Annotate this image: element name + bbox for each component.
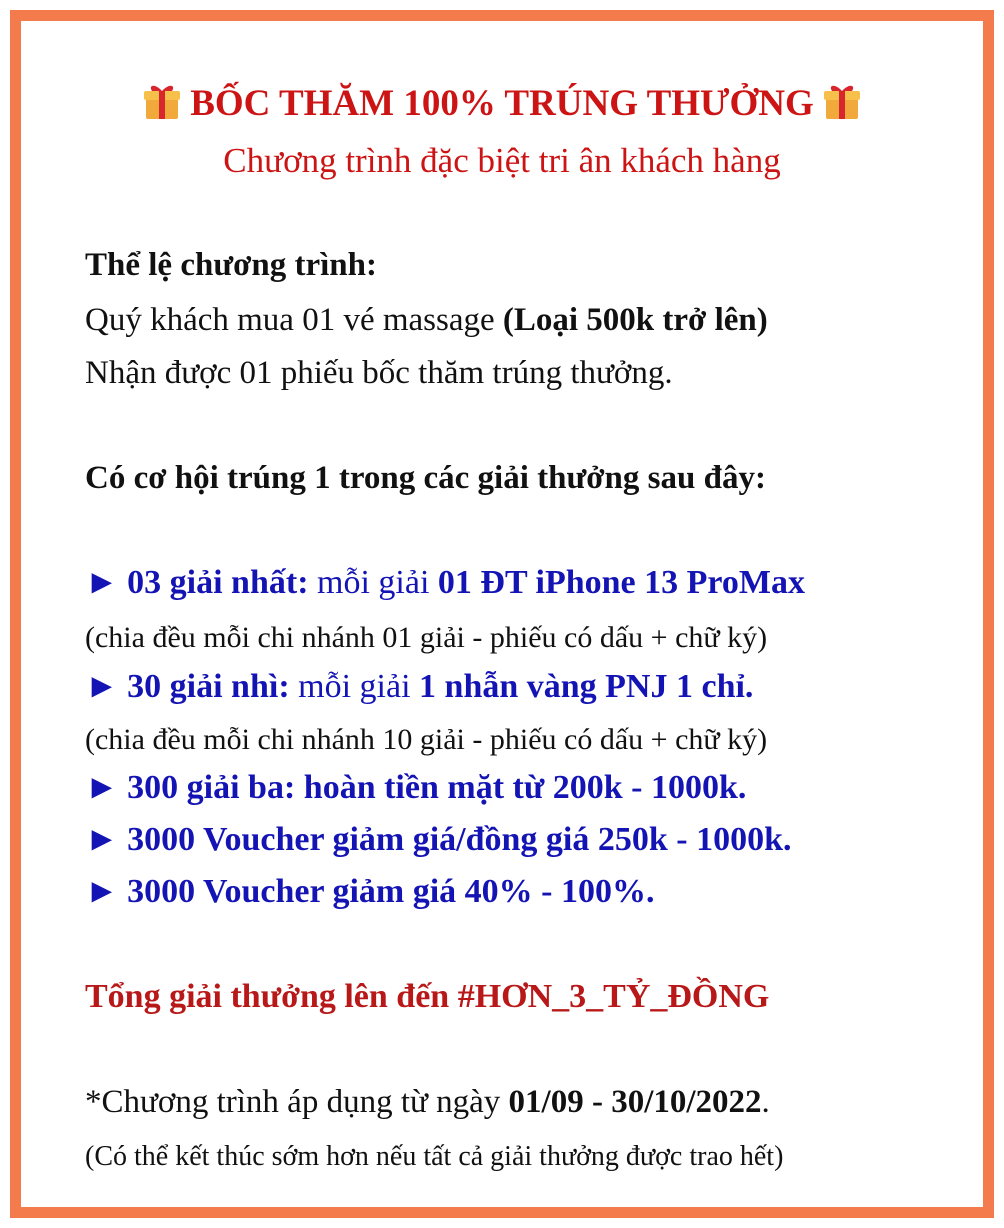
- prize-first-item: 01 ĐT iPhone 13 ProMax: [437, 564, 805, 601]
- rules-line-1-text: Quý khách mua 01 vé massage: [85, 302, 503, 338]
- period-suffix: .: [761, 1084, 770, 1120]
- arrow-icon: ►: [85, 564, 119, 601]
- prize-second-label: 30 giải nhì:: [127, 668, 290, 705]
- arrow-icon: ►: [85, 873, 119, 910]
- prize-second: [85, 666, 753, 708]
- gift-icon: [823, 81, 861, 121]
- rules-line-1-bold: (Loại 500k trở lên): [502, 302, 768, 338]
- prize-first: [85, 562, 805, 604]
- early-end-note: (Có thể kết thúc sớm hơn nếu tất cả giải thưởng được trao hết): [85, 1141, 784, 1172]
- prize-voucher-2: [85, 871, 655, 913]
- program-period: [85, 1081, 770, 1123]
- rules-line-1: [85, 299, 768, 341]
- arrow-icon: ►: [85, 769, 119, 806]
- period-prefix: *Chương trình áp dụng từ ngày: [85, 1084, 509, 1120]
- rules-line-2: Nhận được 01 phiếu bốc thăm trúng thưởng.: [85, 355, 673, 391]
- prize-voucher-1-text: 3000 Voucher giảm giá/đồng giá 250k - 1000k.: [127, 821, 792, 858]
- period-dates: 01/09 - 30/10/2022: [508, 1084, 762, 1120]
- promo-title: BỐC THĂM 100% TRÚNG THƯỞNG: [190, 83, 814, 124]
- prize-voucher-1: [85, 819, 792, 861]
- arrow-icon: ►: [85, 668, 119, 705]
- prize-second-note: (chia đều mỗi chi nhánh 10 giải - phiếu có dấu + chữ ký): [85, 723, 768, 756]
- prize-first-note: (chia đều mỗi chi nhánh 01 giải - phiếu có dấu + chữ ký): [85, 621, 768, 654]
- arrow-icon: ►: [85, 821, 119, 858]
- prize-third-text: 300 giải ba: hoàn tiền mặt từ 200k - 1000k.: [127, 769, 747, 806]
- prize-voucher-2-text: 3000 Voucher giảm giá 40% - 100%.: [127, 873, 655, 910]
- prize-second-item: 1 nhẫn vàng PNJ 1 chỉ.: [419, 668, 754, 705]
- prize-second-mid: mỗi giải: [289, 668, 420, 705]
- total-prize: Tổng giải thưởng lên đến #HƠN_3_TỶ_ĐỒNG: [85, 978, 770, 1015]
- prize-third: [85, 767, 746, 809]
- prize-first-label: 03 giải nhất:: [127, 564, 309, 601]
- gift-icon: [143, 81, 181, 121]
- promo-subtitle: Chương trình đặc biệt tri ân khách hàng: [223, 141, 781, 180]
- rules-heading: Thể lệ chương trình:: [85, 247, 378, 283]
- prizes-heading: Có cơ hội trúng 1 trong các giải thưởng sau đây:: [85, 460, 766, 496]
- promo-card: [10, 10, 994, 1218]
- prize-first-mid: mỗi giải: [308, 564, 438, 601]
- promo-title-row: [21, 81, 983, 126]
